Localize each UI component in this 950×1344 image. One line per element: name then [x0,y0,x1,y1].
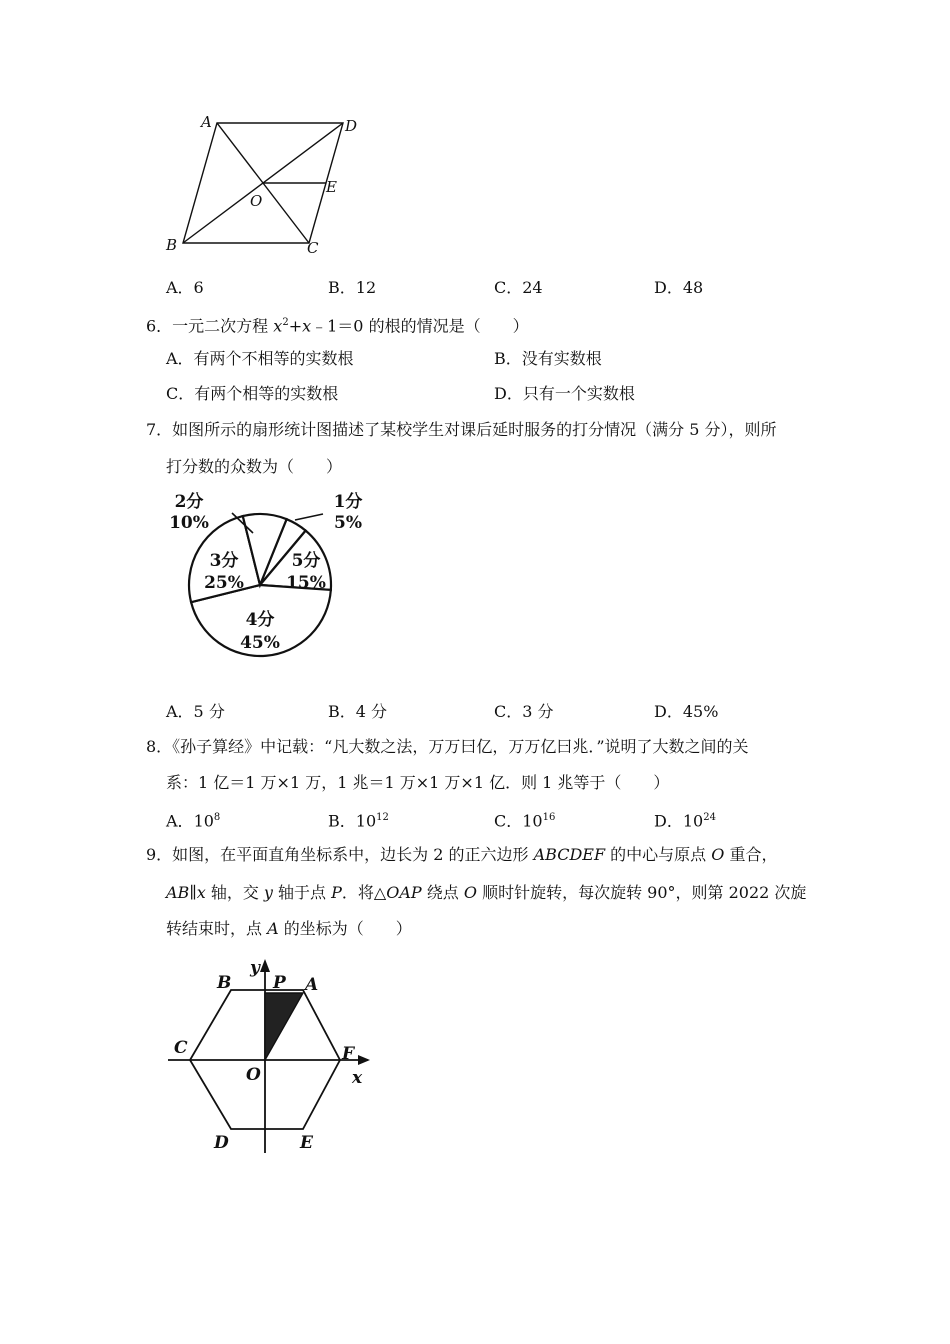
q9-l1d: O [711,845,725,864]
q5-rhombus-figure [150,105,380,265]
q9-l2i: OAP [386,883,422,902]
q9-hexagon-figure [160,955,380,1160]
pie-pct-3fen: 25% [204,573,244,593]
q9-stem-line2 [166,883,806,903]
leader-line-1fen [295,514,323,520]
label-c: C [307,239,319,257]
triangle-oap [265,993,303,1060]
q6-option-d[interactable]: D．只有一个实数根 [494,384,635,403]
q9-l3c: 的坐标为（ ） [278,919,412,938]
q9-l3b: A [267,919,279,938]
q8-option-a-letter: A． [166,811,194,831]
q8-option-b[interactable] [328,808,389,831]
label-e: E [326,178,337,196]
label-hex-y: y [250,958,260,978]
arrow-x-icon [358,1055,370,1065]
q5-option-d[interactable]: D．48 [654,278,704,297]
q7-option-a[interactable]: A．5 分 [166,702,225,721]
q9-l2h: ．将△ [341,883,387,902]
label-d: D [345,117,358,135]
label-hex-c: C [174,1038,188,1058]
q8-option-d-letter: D． [654,811,683,831]
q6-option-a[interactable]: A．有两个不相等的实数根 [166,349,354,368]
q9-l2a: AB [166,883,190,902]
pie-label-5fen: 5分 [291,551,321,571]
q7-stem-line1: 7．如图所示的扇形统计图描述了某校学生对课后延时服务的打分情况（满分 5 分），则所 [146,420,777,439]
label-hex-a: A [305,975,319,995]
q9-l2b: ∥ [189,883,197,902]
pie-pct-2fen: 10% [169,513,209,533]
q9-l2d: 轴，交 [205,883,264,902]
label-hex-p: P [273,973,286,993]
q7-stem-line2: 打分数的众数为（ ） [166,457,343,476]
arrow-y-icon [260,959,270,972]
q7-option-d[interactable]: D．45% [654,702,719,721]
q6-stem [146,313,529,336]
q8-option-c-base: 10 [522,811,543,831]
label-hex-d: D [214,1133,229,1153]
q9-l1b: ABCDEF [533,845,606,864]
pie-label-3fen: 3分 [209,551,239,571]
q7-option-c[interactable]: C．3 分 [494,702,554,721]
q8-option-b-base: 10 [355,811,377,831]
q9-l2l: 顺时针旋转，每次旋转 90°，则第 2022 次旋 [476,883,807,902]
q9-l1e: 重合， [724,845,778,864]
pie-label-2fen: 2分 [174,492,204,512]
q6-exponent: 2 [282,317,289,328]
q5-option-c[interactable]: C．24 [494,278,543,297]
q9-l1c: 的中心与原点 [605,845,712,864]
q8-option-b-exp: 12 [376,812,389,823]
pie-label-4fen: 4分 [245,610,275,630]
q8-option-a[interactable] [166,808,220,831]
q9-l2c: x [196,883,206,902]
q8-option-c-exp: 16 [542,812,556,823]
q8-stem-line2: 系：1 亿＝1 万×1 万，1 兆＝1 万×1 万×1 亿．则 1 兆等于（ ） [166,773,670,792]
q9-l3a: 转结束时，点 [166,919,268,938]
pie-pct-4fen: 45% [240,633,280,653]
label-a: A [201,113,212,131]
label-hex-f: F [342,1044,355,1064]
q8-option-c-letter: C． [494,811,523,831]
q9-l2k: O [463,883,477,902]
q9-stem-line1 [146,845,778,865]
label-hex-e: E [300,1133,313,1153]
pie-pct-5fen: 15% [286,573,326,593]
q5-option-a[interactable]: A．6 [166,278,204,297]
q6-stem-post: ﹣1＝0 的根的情况是（ ） [311,316,529,336]
q8-stem-line1: 8．《孙子算经》中记载：“凡大数之法，万万曰亿，万万亿曰兆．”说明了大数之间的关 [146,737,749,756]
label-hex-b: B [217,973,232,993]
q6-option-c[interactable]: C．有两个相等的实数根 [166,384,339,403]
q9-l2g: P [331,883,342,902]
q6-var-x: x [273,316,283,336]
q9-l1a: 9．如图，在平面直角坐标系中，边长为 2 的正六边形 [146,845,534,864]
q8-option-a-base: 10 [193,811,214,831]
q6-stem-pre: 6．一元二次方程 [146,316,274,336]
q8-option-c[interactable] [494,808,555,831]
label-hex-x: x [352,1068,363,1088]
q8-option-a-exp: 8 [213,812,221,823]
q6-plus: + [288,316,303,336]
q5-option-b[interactable]: B．12 [328,278,377,297]
q9-l2e: y [263,883,273,902]
q6-var-x2: x [302,316,312,336]
label-hex-o: O [246,1065,261,1085]
pie-label-1fen: 1分 [333,492,363,512]
q9-l2f: 轴于点 [272,883,332,902]
q9-l2j: 绕点 [421,883,464,902]
q6-option-b[interactable]: B．没有实数根 [494,349,602,368]
label-b: B [166,236,178,254]
q8-option-b-letter: B． [328,811,356,831]
label-o: O [250,192,263,210]
q7-pie-chart [160,485,390,695]
q8-option-d[interactable] [654,808,716,831]
q9-stem-line3 [166,919,412,939]
pie-pct-1fen: 5% [334,513,362,533]
q8-option-d-base: 10 [682,811,704,831]
q7-option-b[interactable]: B．4 分 [328,702,388,721]
q8-option-d-exp: 24 [703,812,716,823]
